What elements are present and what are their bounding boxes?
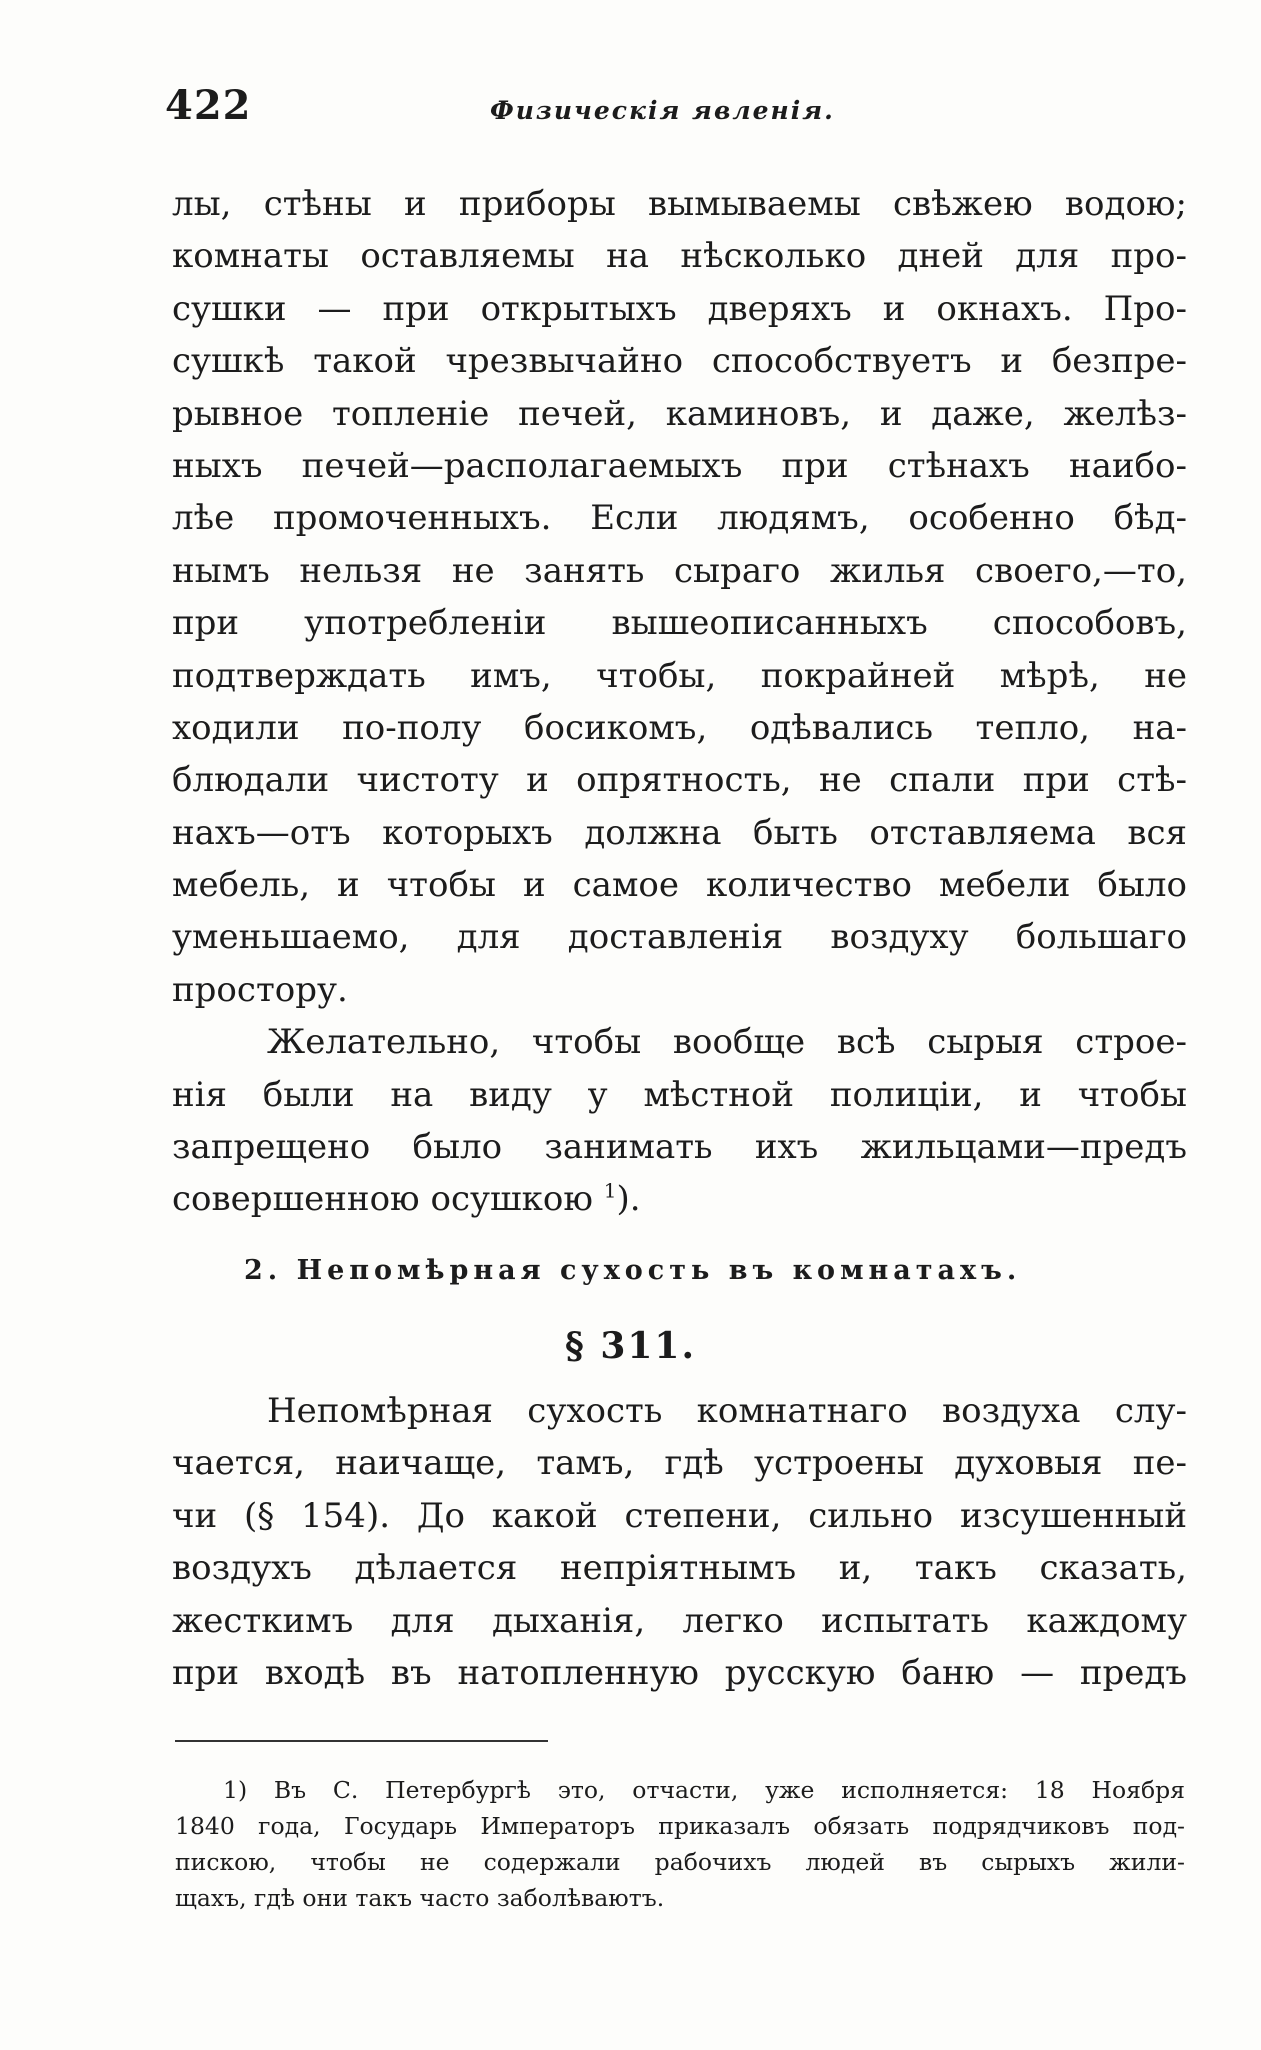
- text-line: нахъ—отъ которыхъ должна быть отставляема вся: [172, 812, 1187, 853]
- text-line: сушки — при открытыхъ дверяхъ и окнахъ. Про-: [172, 288, 1187, 329]
- text-line: чи (§ 154). До какой степени, сильно изсушенный: [172, 1495, 1187, 1536]
- footnote: [175, 1772, 1185, 1916]
- text-segment: совершенною осушкою: [172, 1179, 593, 1220]
- text-line: нымъ нельзя не занять сыраго жилья своего,—то,: [172, 550, 1187, 591]
- text-line: ходили по-полу босикомъ, одѣвались тепло, на-: [172, 707, 1187, 748]
- body-text-top: [172, 178, 1187, 1226]
- text-line: при входѣ въ натопленную русскую баню — предъ: [172, 1652, 1187, 1693]
- text-line: блюдали чистоту и опрятность, не спали при стѣ-: [172, 760, 1187, 801]
- text-line: воздухъ дѣлается непріятнымъ и, такъ сказать,: [172, 1548, 1187, 1589]
- text-line: нія были на виду у мѣстной полиціи, и чтобы: [172, 1074, 1187, 1115]
- text-line: простору.: [172, 969, 348, 1010]
- text-line: чается, наичаще, тамъ, гдѣ устроены духовыя пе-: [172, 1443, 1187, 1484]
- text-line: подтверждать имъ, чтобы, покрайней мѣрѣ, не: [172, 655, 1187, 696]
- text-line: жесткимъ для дыханія, легко испытать каждому: [172, 1600, 1187, 1641]
- text-line: лы, стѣны и приборы вымываемы свѣжею водою;: [172, 184, 1187, 224]
- section-heading: 2. Непомѣрная сухость въ комнатахъ.: [244, 1255, 1022, 1286]
- text-line: при употребленіи вышеописанныхъ способовъ,: [172, 603, 1187, 644]
- text-line: комнаты оставляемы на нѣсколько дней для про-: [172, 236, 1187, 277]
- text-line: мебель, и чтобы и самое количество мебели было: [172, 865, 1187, 906]
- text-line: запрещено было занимать ихъ жильцами—предъ: [172, 1127, 1187, 1168]
- text-line: Желательно, чтобы вообще всѣ сырыя строе-: [267, 1022, 1187, 1063]
- body-text-bottom: [172, 1385, 1187, 1699]
- page-number: 422: [165, 82, 252, 129]
- footnote-reference: 1: [603, 1179, 617, 1204]
- text-line: уменьшаемо, для доставленія воздуху большаго: [172, 917, 1187, 958]
- footnote-divider: [175, 1740, 548, 1742]
- running-title: Физическія явленія.: [490, 96, 835, 125]
- footnote-line: 1) Въ С. Петербургѣ это, отчасти, уже исполняется: 18 Ноября: [223, 1776, 1185, 1804]
- text-line: Непомѣрная сухость комнатнаго воздуха слу-: [267, 1391, 1187, 1431]
- section-number: § 311.: [564, 1325, 697, 1367]
- text-line: ныхъ печей—располагаемыхъ при стѣнахъ наибо-: [172, 445, 1187, 486]
- text-line: сушкѣ такой чрезвычайно способствуетъ и безпре-: [172, 341, 1187, 382]
- text-line: лѣе промоченныхъ. Если людямъ, особенно бѣд-: [172, 498, 1187, 539]
- footnote-line: пискою, чтобы не содержали рабочихъ людей въ сырыхъ жили-: [175, 1848, 1185, 1876]
- running-head: [165, 82, 1185, 142]
- closing-punctuation: ).: [616, 1179, 641, 1220]
- text-line: рывное топленіе печей, каминовъ, и даже, желѣз-: [172, 393, 1187, 434]
- footnote-line: щахъ, гдѣ они такъ часто заболѣваютъ.: [175, 1884, 665, 1912]
- footnote-line: 1840 года, Государь Императоръ приказалъ обязать подрядчиковъ под-: [175, 1812, 1185, 1840]
- text-line-with-footnote: [172, 1173, 1187, 1225]
